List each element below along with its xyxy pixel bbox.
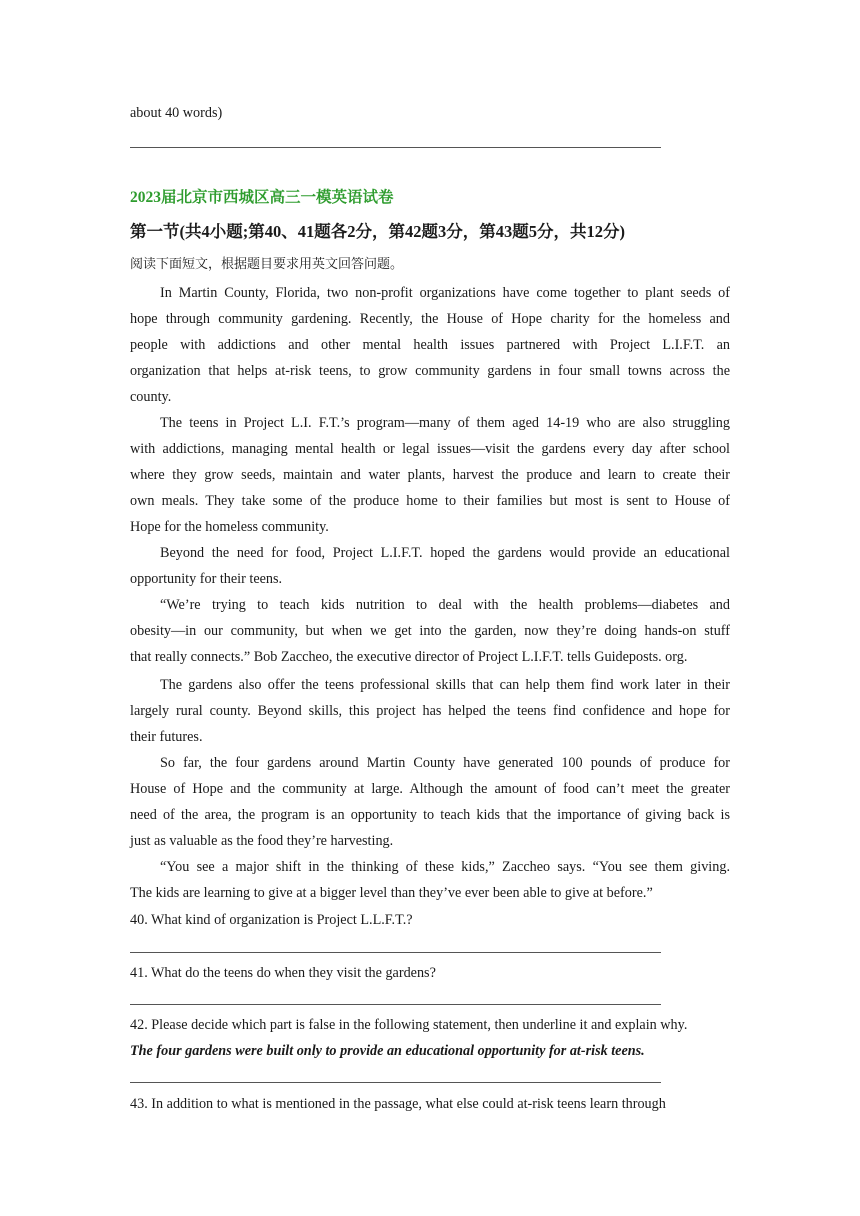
question-42-statement: The four gardens were built only to provide an educational opportunity for at-risk teens.: [130, 1043, 645, 1059]
question-42: 42. Please decide which part is false in the following statement, then underline it and explain why.: [130, 1017, 688, 1033]
answer-line: [130, 1082, 661, 1083]
passage-line: their futures.: [130, 729, 203, 745]
passage-line: with addictions, managing mental health or legal issues—visit the gardens every day after school: [130, 441, 730, 457]
passage-line: The gardens also offer the teens professional skills that can help them find work later in their: [160, 677, 730, 693]
passage-line: just as valuable as the food they’re harvesting.: [130, 833, 394, 849]
passage-line: where they grow seeds, maintain and water plants, harvest the produce and learn to create their: [130, 467, 730, 483]
passage-line: need of the area, the program is an opportunity to teach kids that the importance of giving back is: [130, 807, 730, 823]
question-40: 40. What kind of organization is Project L.L.F.T.?: [130, 912, 413, 928]
passage-line: hope through community gardening. Recently, the House of Hope charity for the homeless and: [130, 311, 730, 327]
passage-line: county.: [130, 389, 172, 405]
passage-line: House of Hope and the community at large. Although the amount of food can’t meet the greater: [130, 781, 730, 797]
passage-line: The kids are learning to give at a bigger level than they’ve ever been able to give at before.”: [130, 885, 653, 901]
passage-line: “We’re trying to teach kids nutrition to deal with the health problems—diabetes and: [160, 597, 730, 613]
passage-line: The teens in Project L.I. F.T.’s program—many of them aged 14-19 who are also struggling: [160, 415, 730, 431]
passage-line: organization that helps at-risk teens, to grow community gardens in four small towns across the: [130, 363, 730, 379]
passage-line: Beyond the need for food, Project L.I.F.T. hoped the gardens would provide an educational: [160, 545, 730, 561]
section-title: 2023届北京市西城区高三一模英语试卷: [130, 189, 394, 206]
answer-line: [130, 1004, 661, 1005]
prior-question-continuation: about 40 words): [130, 105, 223, 121]
passage-line: largely rural county. Beyond skills, this project has helped the teens find confidence and hope for: [130, 703, 730, 719]
instruction: 阅读下面短文，根据题目要求用英文回答问题。: [130, 257, 404, 272]
question-43: 43. In addition to what is mentioned in the passage, what else could at-risk teens learn through: [130, 1096, 666, 1112]
question-41: 41. What do the teens do when they visit the gardens?: [130, 965, 436, 981]
part-title: 第一节(共4小题;第40、41题各2分，第42题3分，第43题5分，共12分): [130, 222, 625, 241]
passage-line: that really connects.” Bob Zaccheo, the executive director of Project L.I.F.T. tells Guideposts. org.: [130, 649, 688, 665]
passage-line: “You see a major shift in the thinking of these kids,” Zaccheo says. “You see them giving.: [160, 859, 730, 875]
passage-line: So far, the four gardens around Martin County have generated 100 pounds of produce for: [160, 755, 730, 771]
answer-line: [130, 147, 661, 148]
passage-line: In Martin County, Florida, two non-profit organizations have come together to plant seeds of: [160, 285, 730, 301]
passage-line: obesity—in our community, but when we get into the garden, now they’re doing hands-on stuff: [130, 623, 730, 639]
passage-line: own meals. They take some of the produce home to their families but most is sent to House of: [130, 493, 730, 509]
passage-line: people with addictions and other mental health issues partnered with Project L.I.F.T. an: [130, 337, 730, 353]
passage-line: Hope for the homeless community.: [130, 519, 329, 535]
answer-line: [130, 952, 661, 953]
passage-line: opportunity for their teens.: [130, 571, 283, 587]
